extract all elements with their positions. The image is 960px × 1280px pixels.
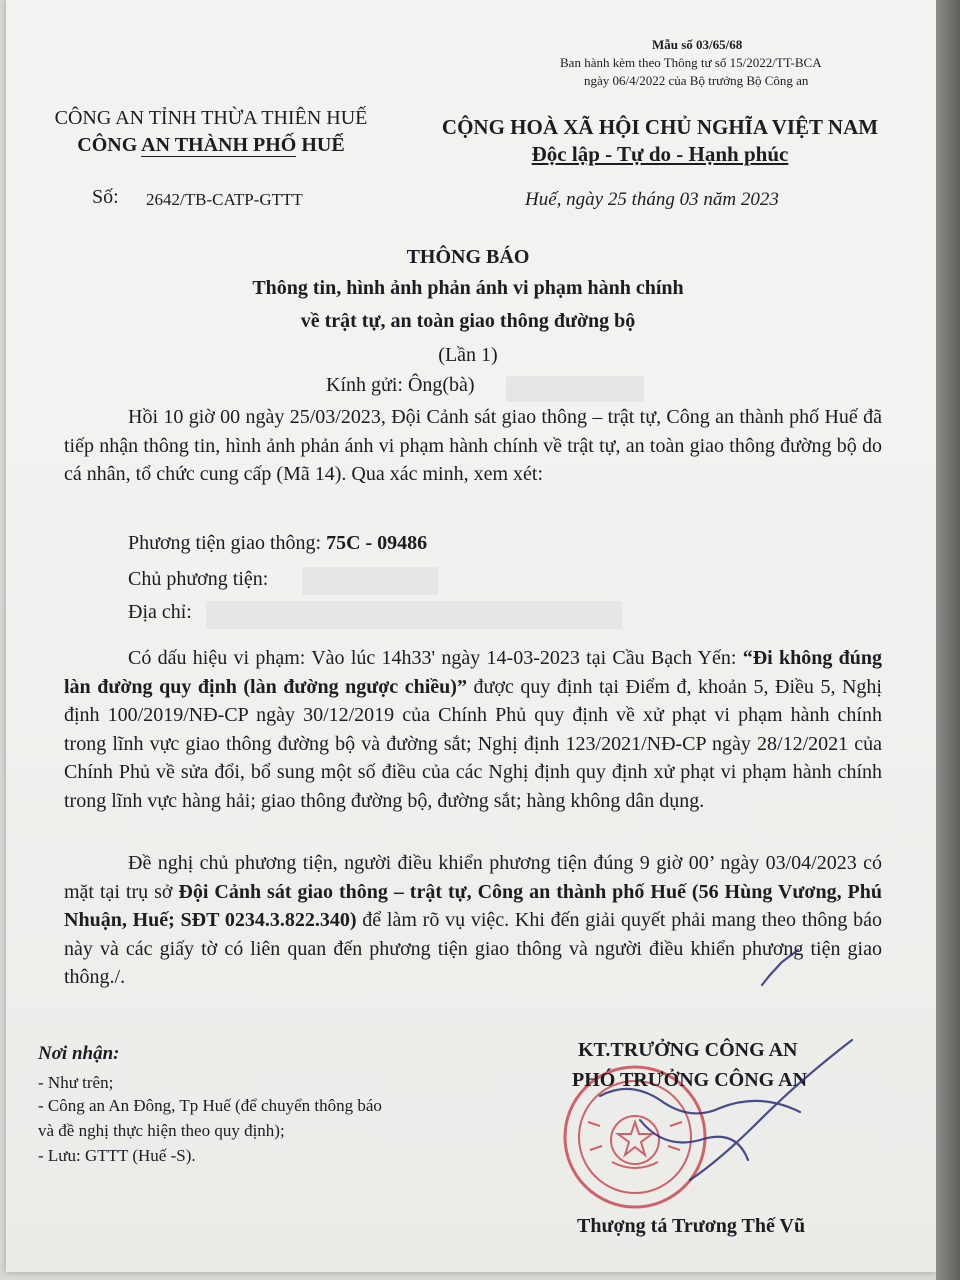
paragraph-violation bbox=[64, 644, 882, 816]
number-value: 2642/TB-CATP-GTTT bbox=[146, 190, 303, 209]
request-text-a: Đề nghị chủ phương tiện, người điều khiển phương tiện đúng 9 giờ 00’ ngày 03/04/2023 có mặt tại trụ sở bbox=[64, 852, 882, 903]
signature-title-line1: KT.TRƯỞNG CÔNG AN bbox=[578, 1039, 798, 1061]
violation-text-a: Có dấu hiệu vi phạm: Vào lúc 14h33' ngày 14-03-2023 tại Cầu Bạch Yến: bbox=[128, 647, 743, 669]
redacted-address bbox=[206, 601, 622, 629]
recipient-item: - Như trên; bbox=[38, 1073, 114, 1092]
form-id: Mẫu số 03/65/68 bbox=[652, 37, 743, 52]
address-label: Địa chỉ: bbox=[128, 601, 192, 623]
vehicle-field bbox=[128, 532, 427, 555]
org-line2 bbox=[30, 134, 392, 157]
background-surface bbox=[936, 0, 960, 1280]
nation-motto: Độc lập - Tự do - Hạnh phúc bbox=[531, 142, 789, 166]
document-subtitle-line2: về trật tự, an toàn giao thông đường bộ bbox=[300, 310, 636, 332]
signer-name: Thượng tá Trương Thế Vũ bbox=[577, 1215, 806, 1237]
paragraph-intro-text: Hồi 10 giờ 00 ngày 25/03/2023, Đội Cảnh sát giao thông – trật tự, Công an thành phố Huế đã tiếp nhận thông tin, hình ảnh phản ánh vi phạm hành chính về trật tự, an toàn giao thông đường bộ do cá nhân, tổ chức cung cấp (Mã 14). Qua xác minh, xem xét: bbox=[64, 406, 882, 486]
addressee-label: Kính gửi: Ông(bà) bbox=[326, 374, 475, 396]
address-field bbox=[128, 601, 192, 624]
org-line2-part-b: AN THÀNH PHỐ bbox=[141, 134, 297, 156]
request-text-c: để làm rõ vụ việc. Khi đến giải quyết phải mang theo thông báo này và các giấy tờ có liên quan đến phương tiện giao thông và người điều khiển phương tiện giao thông./. bbox=[64, 909, 883, 989]
org-line1: CÔNG AN TỈNH THỪA THIÊN HUẾ bbox=[54, 107, 368, 129]
owner-field bbox=[128, 568, 268, 591]
redacted-owner bbox=[302, 567, 438, 595]
owner-label: Chủ phương tiện: bbox=[128, 568, 269, 590]
recipients-title: Nơi nhận: bbox=[38, 1043, 120, 1064]
document-subtitle-line1: Thông tin, hình ảnh phản ánh vi phạm hành chính bbox=[252, 277, 684, 299]
org-line2-part-a: CÔNG bbox=[77, 134, 142, 156]
redacted-addressee bbox=[506, 376, 644, 402]
vehicle-label: Phương tiện giao thông: bbox=[128, 532, 327, 554]
recipient-item: - Lưu: GTTT (Huế -S). bbox=[38, 1146, 196, 1165]
request-office: Đội Cảnh sát giao thông – trật tự, Công an thành phố Huế (56 Hùng Vương, Phú Nhuận, Huế; SĐT 0234.3.822.340) bbox=[64, 880, 883, 932]
form-note-line2: ngày 06/4/2022 của Bộ trưởng Bộ Công an bbox=[584, 73, 809, 88]
violation-text-c: được quy định tại Điểm đ, khoản 5, Điều 5, Nghị định 100/2019/NĐ-CP ngày 30/12/2019 của Chính Phủ quy định về xử phạt vi phạm hành chính trong lĩnh vực giao thông đường bộ và đường sắt; Nghị định 123/2021/NĐ-CP ngày 28/12/2021 của Chính Phủ về sửa đổi, bổ sung một số điều của các Nghị định quy định xử phạt vi phạm hành chính trong lĩnh vực hàng hải; giao thông đường bộ, đường sắt; hàng không dân dụng. bbox=[64, 675, 882, 812]
signature-title-line2: PHÓ TRƯỞNG CÔNG AN bbox=[572, 1069, 808, 1091]
form-note-line1: Ban hành kèm theo Thông tư số 15/2022/TT-BCA bbox=[560, 55, 822, 70]
notice-count: (Lần 1) bbox=[438, 344, 498, 366]
number-label: Số: bbox=[92, 186, 119, 208]
vehicle-plate: 75C - 09486 bbox=[326, 532, 428, 554]
violation-name: “Đi không đúng làn đường quy định (làn đường ngược chiều)” bbox=[64, 647, 882, 698]
recipient-item: - Công an An Đông, Tp Huế (để chuyển thông báo bbox=[38, 1096, 382, 1115]
paragraph-request bbox=[64, 849, 882, 992]
nation-line1: CỘNG HOÀ XÃ HỘI CHỦ NGHĨA VIỆT NAM bbox=[441, 115, 879, 139]
recipient-item: và đề nghị thực hiện theo quy định); bbox=[38, 1121, 285, 1140]
document-title: THÔNG BÁO bbox=[406, 246, 530, 268]
place-date: Huế, ngày 25 tháng 03 năm 2023 bbox=[525, 189, 779, 210]
org-line2-part-c: HUẾ bbox=[296, 134, 345, 156]
paragraph-intro bbox=[64, 403, 882, 489]
